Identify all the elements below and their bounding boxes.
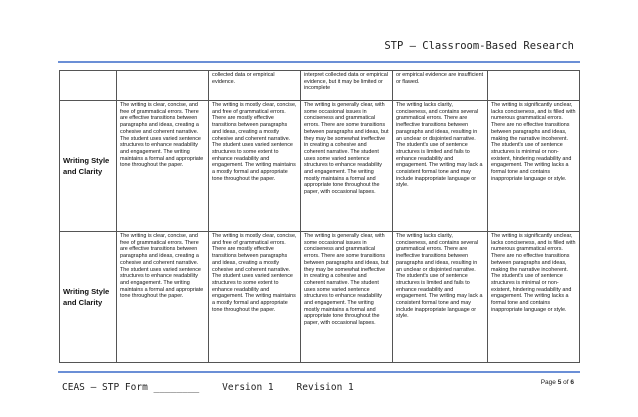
table-cell: The writing lacks clarity, conciseness, and contains several grammatical errors. There are ineffective transitions between paragraphs and ideas, resulting in an unclear or disjointed narrative. The student's use of sentence structures is limited and fails to enhance readability and engagement. The writing may lack a consistent formal tone and may include inappropriate language or style. (393, 101, 488, 232)
footer-revision: Revision 1 (296, 382, 354, 393)
page-of: of (563, 379, 569, 386)
rubric-table (59, 70, 580, 363)
page-prefix: Page (540, 379, 556, 386)
table-cell: The writing is significantly unclear, lacks conciseness, and is filled with numerous grammatical errors. There are no effective transitions between paragraphs and ideas, making the narrative incoherent. The student's use of sentence structures is minimal or non-existent, hindering readability and engagement. The writing lacks a formal tone and contains inappropriate language or style. (488, 232, 580, 363)
table-cell: The writing is mostly clear, concise, and free of grammatical errors. There are mostly effective transitions between paragraphs and ideas, creating a mostly cohesive and coherent narrative. The student uses varied sentence structures to some extent to enhance readability and engagement. The writing maintains a mostly formal and appropriate tone throughout the paper. (209, 101, 301, 232)
table-cell (60, 71, 117, 101)
table-cell (488, 71, 580, 101)
footer-version: Version 1 (222, 382, 274, 393)
footer-form-label: CEAS – STP Form ________ (62, 382, 200, 393)
table-cell: The writing is mostly clear, concise, and free of grammatical errors. There are mostly effective transitions between paragraphs and ideas, creating a mostly cohesive and coherent narrative. The student uses varied sentence structures to some extent to enhance readability and engagement. The writing maintains a mostly formal and appropriate tone throughout the paper. (209, 232, 301, 363)
document-header-title: STP – Classroom-Based Research (384, 40, 574, 52)
table-row (60, 101, 580, 232)
table-cell: The writing lacks clarity, conciseness, and contains several grammatical errors. There are ineffective transitions between paragraphs and ideas, resulting in an unclear or disjointed narrative. The student's use of sentence structures is limited and fails to enhance readability and engagement. The writing may lack a consistent formal tone and may include inappropriate language or style. (393, 232, 488, 363)
table-cell: collected data or empirical evidence. (209, 71, 301, 101)
table-cell (117, 71, 209, 101)
table-cell: or empirical evidence are insufficient or flawed. (393, 71, 488, 101)
footer-form-info (62, 382, 354, 393)
table-cell: The writing is significantly unclear, lacks conciseness, and is filled with numerous grammatical errors. There are no effective transitions between paragraphs and ideas, making the narrative incoherent. The student's use of sentence structures is minimal or non-existent, hindering readability and engagement. The writing lacks a formal tone and contains inappropriate language or style. (488, 101, 580, 232)
criterion-label: Writing Style and Clarity (60, 232, 117, 363)
table-row-continuation (60, 71, 580, 101)
table-cell: The writing is generally clear, with some occasional issues in conciseness and grammatical errors. There are some transitions between paragraphs and ideas, but they may be somewhat ineffective in creating a cohesive and coherent narrative. The student uses some varied sentence structures to enhance readability and engagement. The writing mostly maintains a formal and appropriate tone throughout the paper, with occasional lapses. (301, 232, 393, 363)
page-current: 5 (557, 379, 562, 386)
table-row (60, 232, 580, 363)
table-cell: interpret collected data or empirical evidence, but it may be limited or incomplete (301, 71, 393, 101)
header-divider (58, 61, 580, 63)
criterion-label: Writing Style and Clarity (60, 101, 117, 232)
page-number (541, 379, 574, 386)
table-cell: The writing is clear, concise, and free of grammatical errors. There are effective transitions between paragraphs and ideas, creating a cohesive and coherent narrative. The student uses varied sentence structures to enhance readability and engagement. The writing maintains a formal and appropriate tone throughout the paper. (117, 232, 209, 363)
footer-divider (58, 371, 580, 373)
table-cell: The writing is clear, concise, and free of grammatical errors. There are effective transitions between paragraphs and ideas, creating a cohesive and coherent narrative. The student uses varied sentence structures to enhance readability and engagement. The writing maintains a formal and appropriate tone throughout the paper. (117, 101, 209, 232)
page-total: 6 (570, 379, 574, 386)
table-cell: The writing is generally clear, with some occasional issues in conciseness and grammatical errors. There are some transitions between paragraphs and ideas, but they may be somewhat ineffective in creating a cohesive and coherent narrative. The student uses some varied sentence structures to enhance readability and engagement. The writing mostly maintains a formal and appropriate tone throughout the paper, with occasional lapses. (301, 101, 393, 232)
